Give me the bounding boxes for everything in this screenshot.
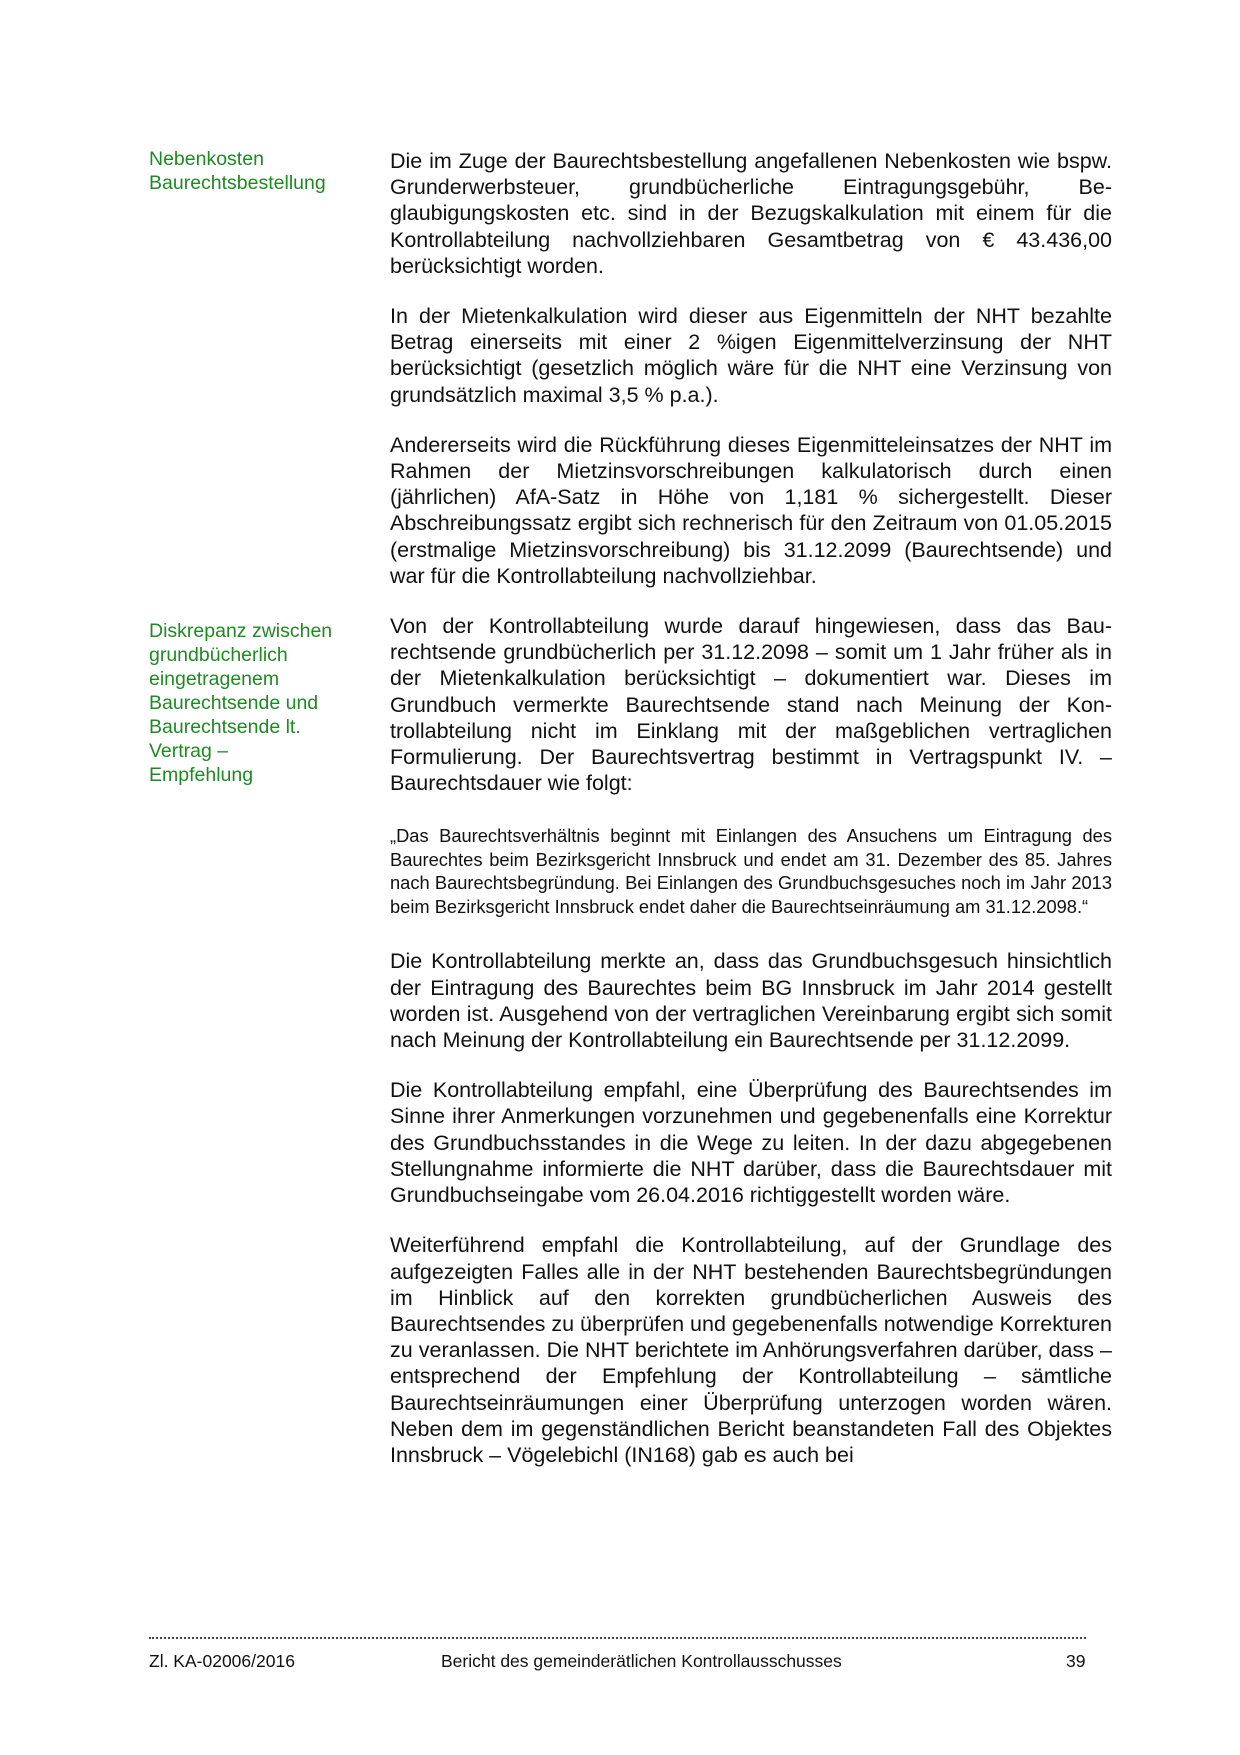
paragraph-diskrepanz: Von der Kontrollabteilung wurde darauf hingewiesen, dass das Baurechtsende grundbücherlich per 31.12.2098 – somit um 1 Jahr früher als in der Mietenkalkulation berücksichtigt – dokumentiert war. Dieses im Grundbuch vermerkte Baurechtsende stand nach Meinung der Kontrollabteilung nicht im Einklang mit der maßgeblichen vertraglichen Formulierung. Der Baurechtsvertrag bestimmt in Vertragspunkt IV. – Baurechtsdauer wie folgt: (390, 614, 1112, 796)
paragraph-grundbuchsgesuch: Die Kontrollabteilung merkte an, dass das Grundbuchsgesuch hinsichtlich der Eintragung des Baurechtes beim BG Innsbruck im Jahr 2014 gestellt worden ist. Ausgehend von der vertraglichen Vereinbarung ergibt sich somit nach Meinung der Kontrollabteilung ein Baurechtsende per 31.12.2099. (390, 949, 1112, 1053)
sidenote-nebenkosten: Nebenkosten Baurechtsbestellung (149, 148, 326, 194)
paragraph-weiterfuehrend: Weiterführend empfahl die Kontrollabteilung, auf der Grundlage des aufgezeigten Falles alle in der NHT bestehenden Baurechtsbegründungen im Hinblick auf den korrekten grundbücherlichen Ausweis des Baurechtsendes zu überprüfen und gegebenenfalls notwendige Korrekturen zu veranlassen. Die NHT berichtete im Anhörungsverfahren darüber, dass – entsprechend der Empfehlung der Kontrollabteilung – sämtliche Baurechtseinräumungen einer Überprüfung unterzogen worden wären. Neben dem im gegenständlichen Bericht beanstandeten Fall des Objektes Innsbruck – Vögelebichl (IN168) gab es auch bei (390, 1233, 1112, 1467)
footer-reference: Zl. KA-02006/2016 (149, 1651, 295, 1671)
footer-title: Bericht des gemeinderätlichen Kontrollausschusses (441, 1651, 842, 1671)
main-text-column (390, 148, 1112, 1492)
contract-quote: „Das Baurechtsverhältnis beginnt mit Einlangen des Ansuchens um Eintragung des Baurechtes beim Bezirksgericht Innsbruck und endet am 31. Dezember des 85. Jahres nach Baurechtsbegründung. Bei Einlangen des Grundbuchsgesuches noch im Jahr 2013 beim Bezirksgericht Innsbruck endet daher die Baurechtseinräumung am 31.12.2098.“ (390, 825, 1112, 917)
sidenote-diskrepanz: Diskrepanz zwischen grundbücherlich eingetragenem Baurechtsende und Baurechtsende lt. Vertrag – Empfehlung (149, 620, 333, 786)
paragraph-empfehlung: Die Kontrollabteilung empfahl, eine Überprüfung des Baurechtsendes im Sinne ihrer Anmerkungen vorzunehmen und gegebenenfalls eine Korrektur des Grundbuchsstandes in die Wege zu leiten. In der dazu abgegebenen Stellungnahme informierte die NHT darüber, dass die Baurechtsdauer mit Grundbuchseingabe vom 26.04.2016 richtiggestellt worden wäre. (390, 1078, 1112, 1208)
paragraph-rueckfuehrung: Andererseits wird die Rückführung dieses Eigenmitteleinsatzes der NHT im Rahmen der Mietzinsvorschreibungen kalkulatorisch durch einen (jährlichen) AfA-Satz in Höhe von 1,181 % sichergestellt. Dieser Abschreibungssatz ergibt sich rechnerisch für den Zeitraum von 01.05.2015 (erstmalige Mietzinsvorschreibung) bis 31.12.2099 (Baurechtsende) und war für die Kontrollabteilung nachvollziehbar. (390, 432, 1112, 588)
paragraph-mietenkalkulation: In der Mietenkalkulation wird dieser aus Eigenmitteln der NHT bezahlte Betrag einerseits mit einer 2 %igen Eigenmittelverzinsung der NHT berücksichtigt (gesetzlich möglich wäre für die NHT eine Verzinsung von grundsätzlich maximal 3,5 % p.a.). (390, 304, 1112, 407)
paragraph-nebenkosten: Die im Zuge der Baurechtsbestellung angefallenen Nebenkosten wie bspw. Grunderwerbsteuer, grundbücherliche Eintragungsgebühr, Beglaubigungskosten etc. sind in der Bezugskalkulation mit einem für die Kontrollabteilung nachvollziehbaren Gesamtbetrag von € 43.436,00 berücksichtigt worden. (390, 149, 1112, 278)
footer-divider (149, 1637, 1086, 1639)
page-number: 39 (1066, 1651, 1086, 1671)
